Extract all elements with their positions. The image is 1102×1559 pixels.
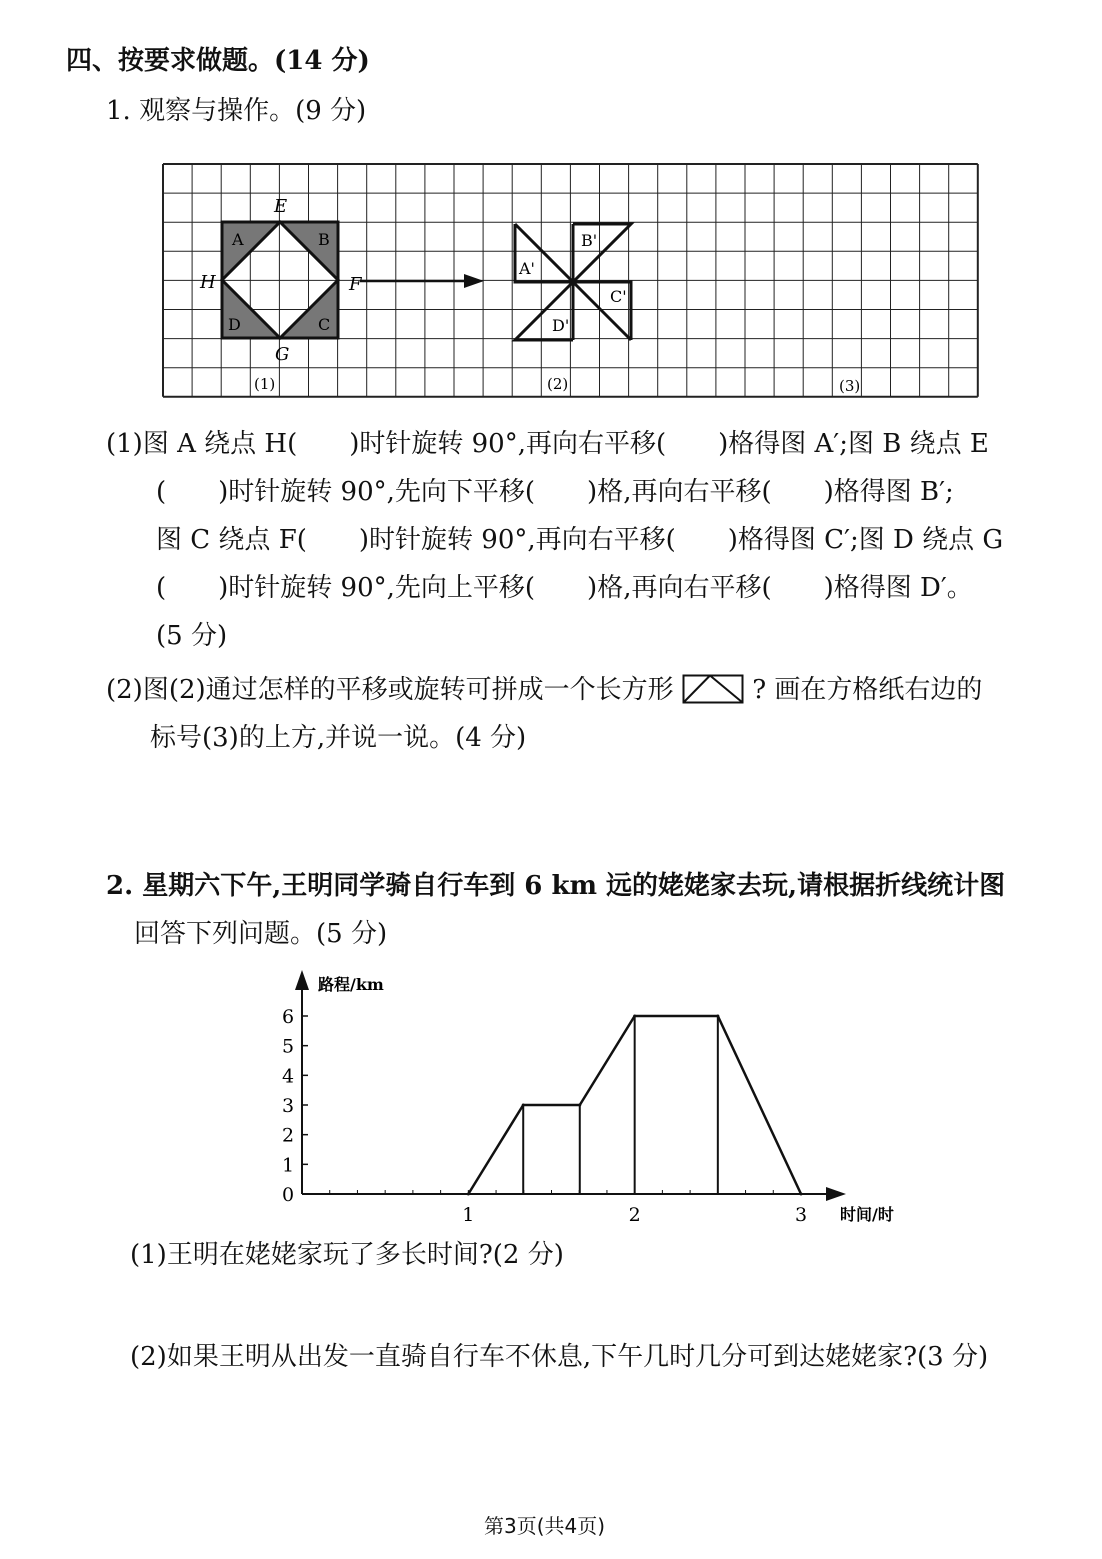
figure-2	[515, 224, 631, 340]
q1-part1-line: ( )时针旋转 90°,先向上平移( )格,再向右平移( )格得图 D′。	[156, 573, 973, 603]
y-tick-label: 1	[281, 1154, 295, 1177]
marker-2: (2)	[547, 375, 569, 393]
marker-1: (1)	[254, 375, 276, 393]
question-1-title: 1. 观察与操作。(9 分)	[106, 96, 367, 126]
question-2-line: 2. 星期六下午,王明同学骑自行车到 6 km 远的姥姥家去玩,请根据折线统计图	[106, 871, 1006, 901]
q1-part1-line: ( )时针旋转 90°,先向下平移( )格,再向右平移( )格得图 B′;	[156, 477, 954, 507]
question-2-title	[106, 862, 1005, 958]
label-b: B	[318, 230, 330, 249]
q1-part1-line: 图 C 绕点 F( )时针旋转 90°,再向右平移( )格得图 C′;图 D 绕点 G	[156, 525, 1004, 555]
transform-arrow	[360, 274, 484, 288]
label-d: D	[228, 315, 241, 334]
section-title: 四、按要求做题。(14 分)	[66, 46, 370, 76]
rectangle-icon	[682, 674, 744, 704]
y-tick-label: 0	[281, 1184, 295, 1206]
series-point	[716, 1015, 719, 1018]
label-c-prime: C'	[610, 287, 627, 306]
x-axis-arrow	[826, 1187, 846, 1201]
label-d-prime: D'	[552, 316, 570, 335]
y-tick-label: 2	[281, 1124, 295, 1147]
q2-sub2: (2)如果王明从出发一直骑自行车不休息,下午几时几分可到达姥姥家?(3 分)	[130, 1342, 989, 1372]
label-c: C	[318, 315, 331, 334]
label-b-prime: B'	[581, 231, 598, 250]
y-tick-label: 4	[281, 1065, 295, 1088]
x-tick-label: 2	[628, 1204, 641, 1226]
grid-figure	[0, 0, 1102, 420]
series-line	[468, 1016, 801, 1194]
q1-part1-line: (1)图 A 绕点 H( )时针旋转 90°,再向右平移( )格得图 A′;图 B 绕点 E	[106, 429, 989, 459]
y-tick-label: 3	[281, 1095, 295, 1117]
x-axis-label: 时间/时	[840, 1205, 894, 1224]
series-point	[522, 1104, 525, 1107]
series-point	[578, 1104, 581, 1107]
series-point	[800, 1193, 803, 1196]
label-a: A	[232, 230, 244, 249]
point-h: H	[200, 272, 216, 293]
y-tick-label: 5	[281, 1035, 295, 1058]
q1-part2	[106, 666, 982, 762]
q1-part2-text: ? 画在方格纸右边的	[752, 675, 983, 705]
y-axis-label: 路程/km	[318, 975, 384, 994]
q1-part1-line: (5 分)	[156, 621, 228, 651]
point-f: F	[349, 274, 362, 295]
y-tick-label: 6	[281, 1006, 295, 1028]
series-point	[633, 1015, 636, 1018]
point-e: E	[274, 196, 288, 217]
x-tick-label: 1	[462, 1204, 475, 1226]
label-a-prime: A'	[519, 259, 535, 278]
marker-3: (3)	[839, 377, 861, 395]
series-point	[467, 1193, 470, 1196]
q2-sub1: (1)王明在姥姥家玩了多长时间?(2 分)	[130, 1240, 564, 1270]
point-g: G	[275, 344, 290, 365]
x-tick-label: 3	[794, 1204, 808, 1226]
question-2-line: 回答下列问题。(5 分)	[134, 919, 388, 949]
q1-part2-line2: 标号(3)的上方,并说一说。(4 分)	[150, 723, 527, 753]
y-axis-arrow	[295, 970, 309, 990]
q1-part1	[106, 420, 1003, 660]
page-footer: 第3页(共4页)	[484, 1514, 606, 1538]
q1-part2-text: (2)图(2)通过怎样的平移或旋转可拼成一个长方形	[106, 675, 674, 705]
